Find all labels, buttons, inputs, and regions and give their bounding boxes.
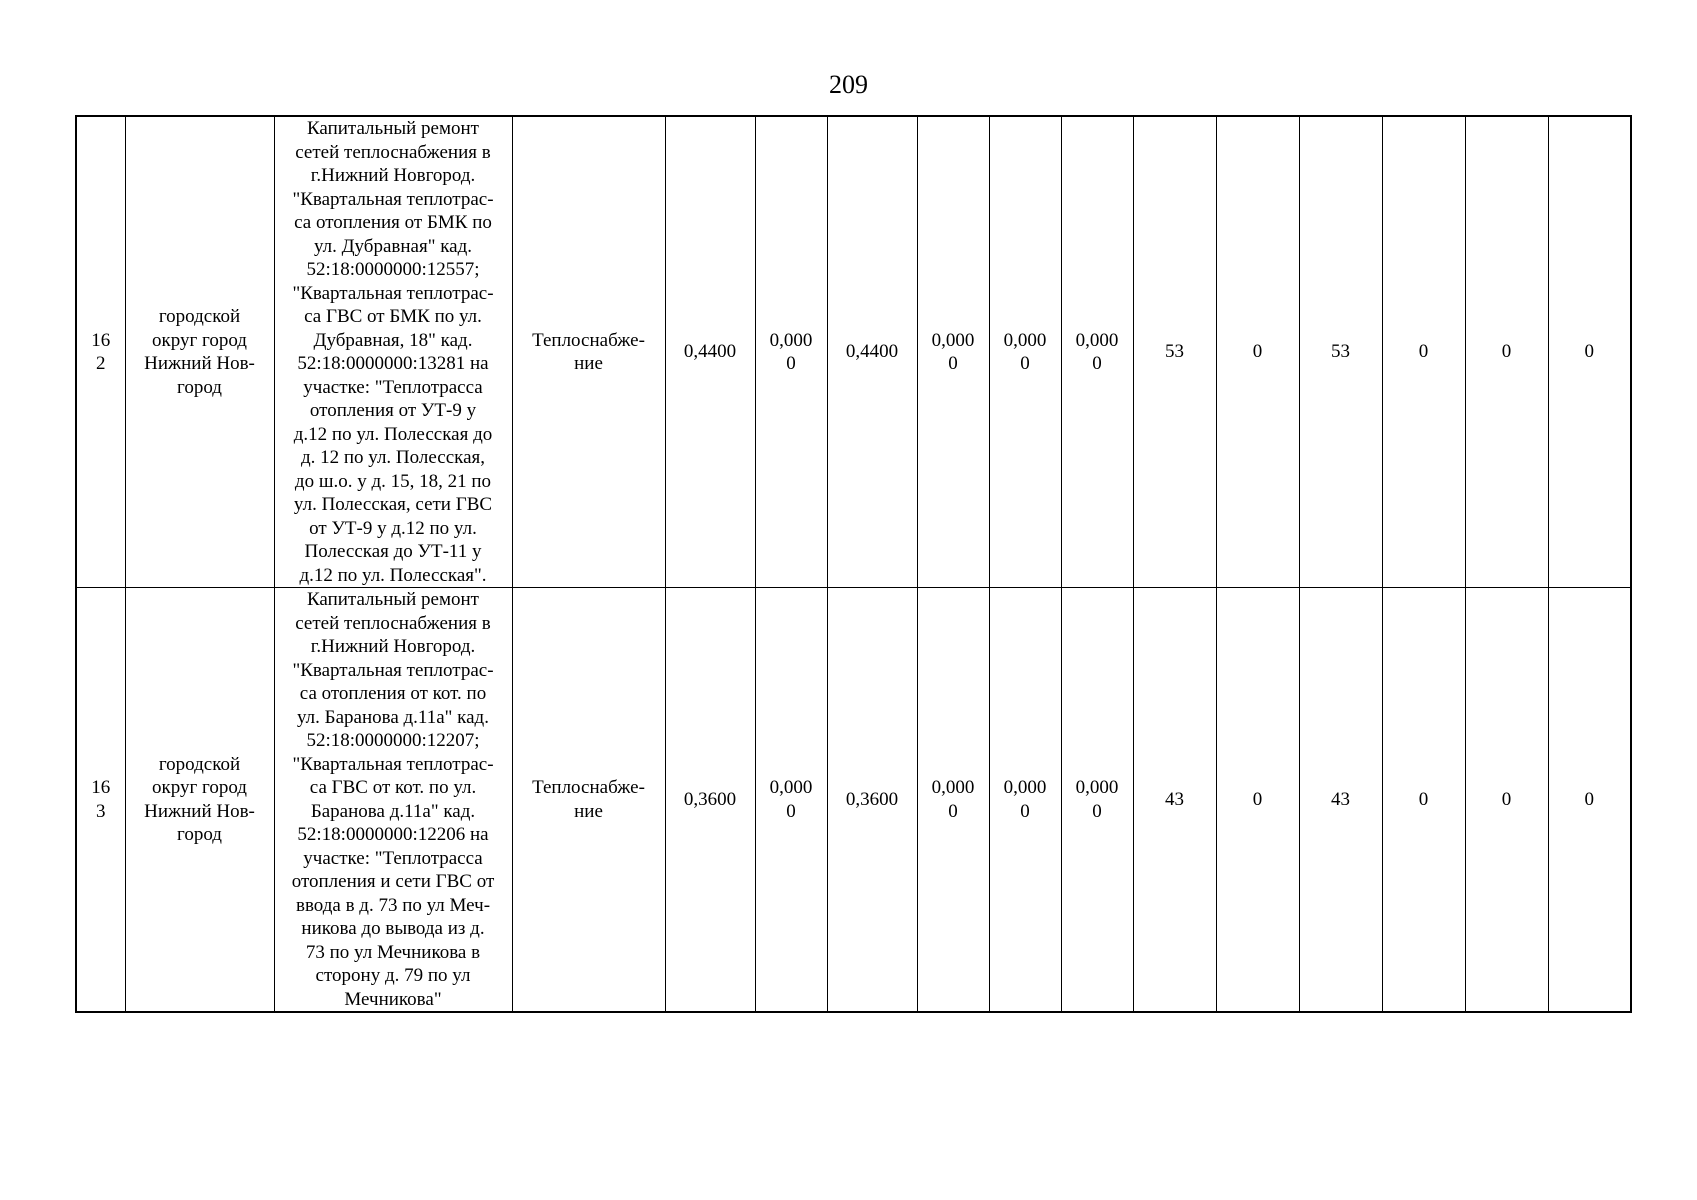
value-cell-4: 0,000 0 bbox=[917, 588, 989, 1013]
table-row bbox=[76, 116, 1631, 588]
description-cell: Капитальный ремонт сетей теплоснабжения в г.Нижний Новгород. "Квартальная теплотрас- са отопления от БМК по ул. Дубравная" кад. 52:18:0000000:12557; "Квартальная теплотрас- са ГВС от БМК по ул. Дубравная, 18" кад. 52:18:0000000:13281 на участке: "Теплотрасса отопления от УТ-9 у д.12 по ул. Полесская до д. 12 по ул. Полесская, до ш.о. у д. 15, 18, 21 по ул. Полесская, сети ГВС от УТ-9 у д.12 по ул. Полесская до УТ-11 у д.12 по ул. Полесская". bbox=[274, 116, 512, 588]
count-cell-4: 0 bbox=[1382, 588, 1465, 1013]
municipality-cell: городской округ город Нижний Нов- город bbox=[125, 588, 274, 1013]
count-cell-6: 0 bbox=[1548, 116, 1631, 588]
municipality-cell: городской округ город Нижний Нов- город bbox=[125, 116, 274, 588]
count-cell-1: 53 bbox=[1133, 116, 1216, 588]
count-cell-2: 0 bbox=[1216, 588, 1299, 1013]
value-cell-6: 0,000 0 bbox=[1061, 588, 1133, 1013]
data-table bbox=[75, 115, 1632, 1013]
row-number-cell: 16 2 bbox=[76, 116, 125, 588]
service-type-cell: Теплоснабже- ние bbox=[512, 588, 665, 1013]
value-cell-5: 0,000 0 bbox=[989, 116, 1061, 588]
page-number: 209 bbox=[829, 70, 868, 99]
count-cell-3: 53 bbox=[1299, 116, 1382, 588]
value-cell-2: 0,000 0 bbox=[755, 116, 827, 588]
value-cell-5: 0,000 0 bbox=[989, 588, 1061, 1013]
count-cell-1: 43 bbox=[1133, 588, 1216, 1013]
value-cell-1: 0,3600 bbox=[665, 588, 755, 1013]
row-number-cell: 16 3 bbox=[76, 588, 125, 1013]
value-cell-6: 0,000 0 bbox=[1061, 116, 1133, 588]
value-cell-4: 0,000 0 bbox=[917, 116, 989, 588]
count-cell-3: 43 bbox=[1299, 588, 1382, 1013]
value-cell-1: 0,4400 bbox=[665, 116, 755, 588]
value-cell-2: 0,000 0 bbox=[755, 588, 827, 1013]
count-cell-5: 0 bbox=[1465, 588, 1548, 1013]
count-cell-2: 0 bbox=[1216, 116, 1299, 588]
value-cell-3: 0,4400 bbox=[827, 116, 917, 588]
count-cell-6: 0 bbox=[1548, 588, 1631, 1013]
count-cell-4: 0 bbox=[1382, 116, 1465, 588]
service-type-cell: Теплоснабже- ние bbox=[512, 116, 665, 588]
description-cell: Капитальный ремонт сетей теплоснабжения в г.Нижний Новгород. "Квартальная теплотрас- са отопления от кот. по ул. Баранова д.11а" кад. 52:18:0000000:12207; "Квартальная теплотрас- са ГВС от кот. по ул. Баранова д.11а" кад. 52:18:0000000:12206 на участке: "Теплотрасса отопления и сети ГВС от ввода в д. 73 по ул Меч- никова до вывода из д. 73 по ул Мечникова в сторону д. 79 по ул Мечникова" bbox=[274, 588, 512, 1013]
count-cell-5: 0 bbox=[1465, 116, 1548, 588]
table-row bbox=[76, 588, 1631, 1013]
value-cell-3: 0,3600 bbox=[827, 588, 917, 1013]
